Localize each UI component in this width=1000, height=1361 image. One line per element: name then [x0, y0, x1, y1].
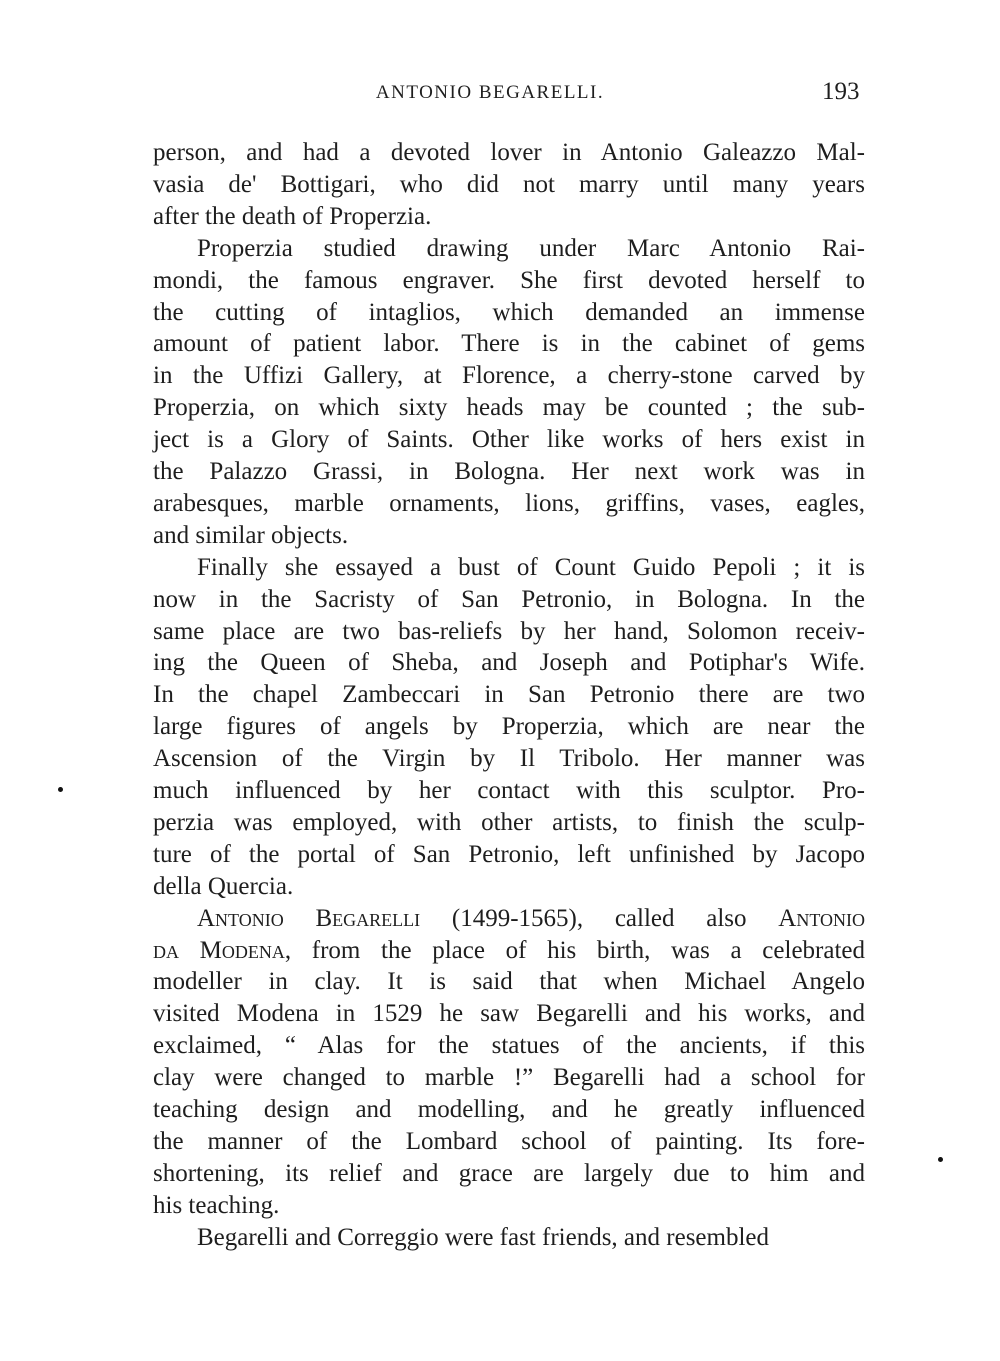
- text-line: the manner of the Lombard school of painting. Its fore-: [153, 1127, 865, 1155]
- text-line: and similar objects.: [153, 521, 349, 549]
- text-line: shortening, its relief and grace are largely due to him and: [153, 1159, 865, 1187]
- scan-speck: [938, 1157, 943, 1162]
- text-line: [197, 903, 865, 935]
- text-line: large figures of angels by Properzia, which are near the: [153, 713, 865, 741]
- text-segment: , from the place of his birth, was a celebrated: [284, 936, 866, 964]
- text-line: mondi, the famous engraver. She first devoted herself to: [153, 266, 865, 294]
- text-line: modeller in clay. It is said that when Michael Angelo: [153, 968, 865, 996]
- text-line: visited Modena in 1529 he saw Begarelli and his works, and: [153, 1000, 865, 1028]
- page-number: 193: [822, 78, 860, 105]
- text-line: person, and had a devoted lover in Antonio Galeazzo Mal-: [153, 139, 865, 166]
- text-line: Properzia studied drawing under Marc Antonio Rai-: [197, 234, 865, 262]
- scan-speck: [58, 787, 63, 792]
- text-line: the Palazzo Grassi, in Bologna. Her next work was in: [153, 458, 865, 485]
- text-line: In the chapel Zambeccari in San Petronio there are two: [153, 681, 865, 709]
- text-line: Properzia, on which sixty heads may be counted ; the sub-: [153, 394, 865, 422]
- text-line: [153, 935, 865, 967]
- text-line: after the death of Properzia.: [153, 202, 432, 230]
- text-line: ing the Queen of Sheba, and Joseph and Potiphar's Wife.: [153, 649, 865, 677]
- text-line: amount of patient labor. There is in the cabinet of gems: [153, 330, 865, 358]
- running-header-title: ANTONIO BEGARELLI.: [375, 82, 605, 103]
- text-line: della Quercia.: [153, 872, 294, 900]
- text-line: Finally she essayed a bust of Count Guido Pepoli ; it is: [197, 553, 865, 581]
- text-line: arabesques, marble ornaments, lions, griffins, vases, eagles,: [153, 489, 865, 517]
- text-line: the cutting of intaglios, which demanded an immense: [153, 298, 865, 326]
- text-line: now in the Sacristy of San Petronio, in Bologna. In the: [153, 585, 865, 613]
- text-line: exclaimed, “ Alas for the statues of the ancients, if this: [153, 1032, 865, 1060]
- text-line: clay were changed to marble !” Begarelli had a school for: [153, 1064, 865, 1092]
- text-line: perzia was employed, with other artists, to finish the sculp-: [153, 808, 865, 836]
- text-line: his teaching.: [153, 1191, 280, 1219]
- small-caps-name: Antonio: [778, 904, 865, 932]
- small-caps-name: Antonio Begarelli: [197, 904, 421, 932]
- text-line: teaching design and modelling, and he greatly influenced: [153, 1096, 865, 1123]
- text-line: vasia de' Bottigari, who did not marry until many years: [153, 170, 865, 198]
- small-caps-name: da Modena: [153, 936, 285, 964]
- text-line: same place are two bas-reliefs by her hand, Solomon receiv-: [153, 617, 865, 645]
- text-line: much influenced by her contact with this sculptor. Pro-: [153, 777, 865, 804]
- text-segment: (1499-1565), called also: [420, 904, 779, 932]
- text-line: Ascension of the Virgin by Il Tribolo. Her manner was: [153, 745, 865, 773]
- text-line: ture of the portal of San Petronio, left unfinished by Jacopo: [153, 840, 865, 868]
- text-line: Begarelli and Correggio were fast friends, and resembled: [197, 1223, 770, 1251]
- text-line: in the Uffizi Gallery, at Florence, a cherry-stone carved by: [153, 362, 865, 390]
- text-line: ject is a Glory of Saints. Other like works of hers exist in: [153, 426, 865, 454]
